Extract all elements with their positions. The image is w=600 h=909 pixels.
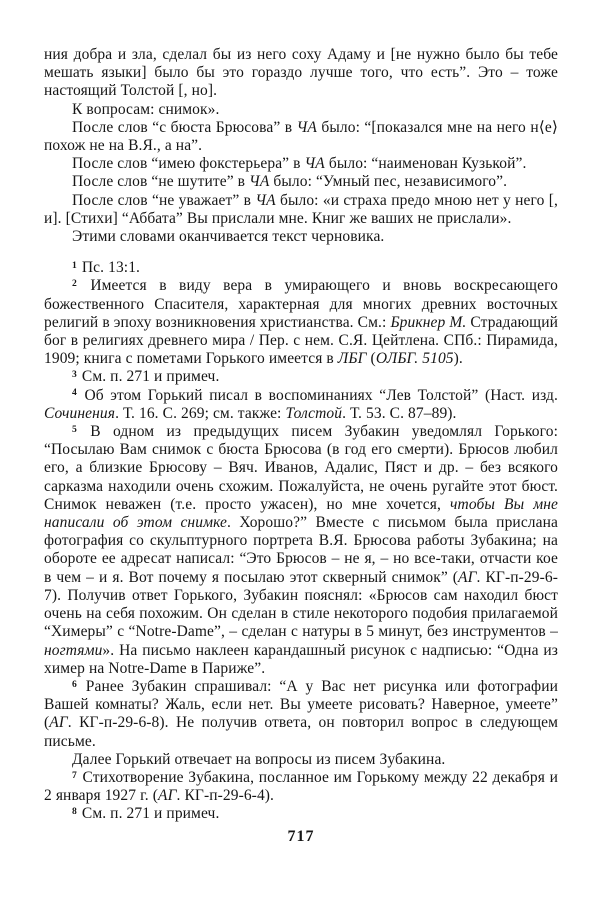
text-run: См. п. 271 и примеч. — [77, 805, 220, 823]
text-run: Пс. 13:1. — [77, 259, 141, 277]
text-run: было: “Умный пес, независимого”. — [269, 173, 508, 191]
text-run: Стихотворение Зубакина, посланное им Горькому между 22 декабря и 2 января 1927 г. ( — [44, 768, 558, 805]
text-run: После слов “не уважает” в — [72, 191, 256, 209]
text-run: было: “наименован Кузькой”. — [324, 155, 527, 173]
text-run: После слов “имею фокстерьера” в — [72, 155, 305, 173]
text-run: . Т. 16. С. 269; см. также: — [115, 404, 286, 422]
text-run: Страдающий бог в религиях древнего мира / Пер. с нем. С.Я. Цейтлена. СПб.: Пирамида, 1909; книга с пометами Горького имеется в — [44, 313, 558, 368]
text-column — [44, 46, 558, 824]
text-run: ния добра и зла, сделал бы из него соху Адаму и [не нужно было бы тебе мешать языки] было бы это гораздо лучше того, что есть”. Это – тоже настоящий Толстой [, но]. — [44, 46, 558, 100]
text-run: было: «и страха предо мною нет у него [, и]. [Стихи] “Аббата” Вы прислали мне. Книг же ваших не прислали». — [44, 191, 558, 227]
text-run: К вопросам: снимок». — [72, 100, 220, 118]
footnote — [44, 769, 558, 805]
footnote — [44, 277, 558, 368]
text-run: . Т. 53. С. 87–89). — [342, 404, 457, 422]
italic-citation: Толстой — [285, 404, 343, 422]
section-gap — [44, 246, 558, 259]
main-paragraph — [44, 155, 558, 173]
text-run: См. п. 271 и примеч. — [77, 368, 220, 386]
main-paragraph — [44, 101, 558, 119]
footnote — [44, 678, 558, 751]
text-run: Ранее Зубакин спрашивал: “А у Вас нет рисунка или фотографии Вашей комнаты? Жаль, если нет. Вы умеете рисовать? Наверное, умеете” ( — [44, 677, 558, 732]
italic-citation: Сочинения — [44, 404, 116, 422]
text-run: ». На письмо наклеен карандашный рисунок с надписью: “Одна из химер на Notre-Dame в Париже”. — [44, 641, 558, 677]
text-run: В одном из предыдущих писем Зубакин уведомлял Горького: “Посылаю Вам снимок с бюста Брюсова (в год его смерти). Брюсов любил его, а близкие Брюсову – Вяч. Иванов, Адалис, Пяст и др. – без всякого сарказма находили очень схожим. Пожалуйста, не очень ругайте этот бюст. Снимок неважен (т.е. просто ужасен), но мне хочется, — [44, 423, 558, 513]
italic-citation: АГ — [458, 568, 477, 586]
italic-citation: АГ — [49, 714, 68, 732]
footnote — [44, 259, 558, 277]
main-paragraph-continuation — [44, 46, 558, 101]
footnote — [44, 805, 558, 823]
footnote-paragraph — [44, 751, 558, 769]
text-run: ). — [453, 350, 463, 368]
text-run: Далее Горький отвечает на вопросы из писем Зубакина. — [72, 750, 446, 768]
text-run: Имеется в виду вера в умирающего и вновь воскресающего божественного Спасителя, характерная для многих древних восточных религий в эпоху возникновения христианства. См.: — [44, 277, 558, 331]
italic-citation: ЧА — [296, 118, 317, 136]
footnote-number: 6 — [72, 678, 77, 690]
main-paragraph — [44, 228, 558, 246]
text-run: ( — [366, 350, 376, 368]
footnote-number: 8 — [72, 806, 77, 818]
text-run: . КГ-п-29-6-7). Получив ответ Горького, Зубакин пояснял: «Брюсов сам находил бюст очень на себя похожим. Он сделан в стиле некоторого подобия прилагаемой “Химеры” с “Notre-Dame”, – сделан с натуры в 5 минут, без инструментов – — [44, 568, 558, 641]
italic-citation: ЧА — [255, 191, 276, 209]
main-paragraph — [44, 173, 558, 191]
italic-citation: чтобы Вы мне написали об этом снимке — [44, 495, 558, 532]
text-run: Об этом Горький писал в воспоминаниях “Лев Толстой” (Наст. изд. — [77, 386, 558, 404]
footnote — [44, 368, 558, 386]
main-paragraph — [44, 119, 558, 155]
footnote — [44, 387, 558, 423]
italic-citation: ногтями — [44, 641, 103, 659]
footnote-number: 3 — [72, 369, 77, 381]
italic-citation: АГ — [158, 787, 177, 805]
page-number: 717 — [287, 828, 315, 845]
footnote-number: 4 — [72, 387, 77, 399]
italic-citation: ЧА — [249, 173, 270, 191]
text-run: После слов “не шутите” в — [72, 173, 250, 191]
italic-citation: ОЛБГ. 5105 — [375, 350, 454, 368]
footnote-number: 5 — [72, 423, 77, 435]
footnote-number: 2 — [72, 278, 77, 290]
footnote-number: 1 — [72, 259, 77, 271]
italic-citation: ЧА — [304, 155, 325, 173]
footnote-number: 7 — [72, 769, 77, 781]
italic-citation: Брикнер М. — [390, 313, 467, 331]
italic-citation: ЛБГ — [337, 350, 367, 368]
text-run: . Хорошо?” Вместе с письмом была прислана фотография со скульптурного портрета В.Я. Брюсова работы Зубакина; на обороте ее адресат написал: “Это Брюсов – не я, – но все-таки, отчасти кое в чем – и я. Вот почему я посылаю этот скверный снимок” ( — [44, 514, 558, 586]
text-run: было: “[показался мне на него н⟨е⟩ похож не на В.Я., а на”. — [44, 118, 558, 155]
text-run: После слов “с бюста Брюсова” в — [72, 118, 297, 136]
text-run: . КГ-п-29-6-4). — [176, 787, 275, 805]
text-run: Этими словами оканчивается текст черновика. — [72, 228, 385, 246]
footnote — [44, 423, 558, 678]
main-paragraph — [44, 192, 558, 228]
text-run: . КГ-п-29-6-8). Не получив ответа, он повторил вопрос в следующем письме. — [44, 714, 558, 750]
